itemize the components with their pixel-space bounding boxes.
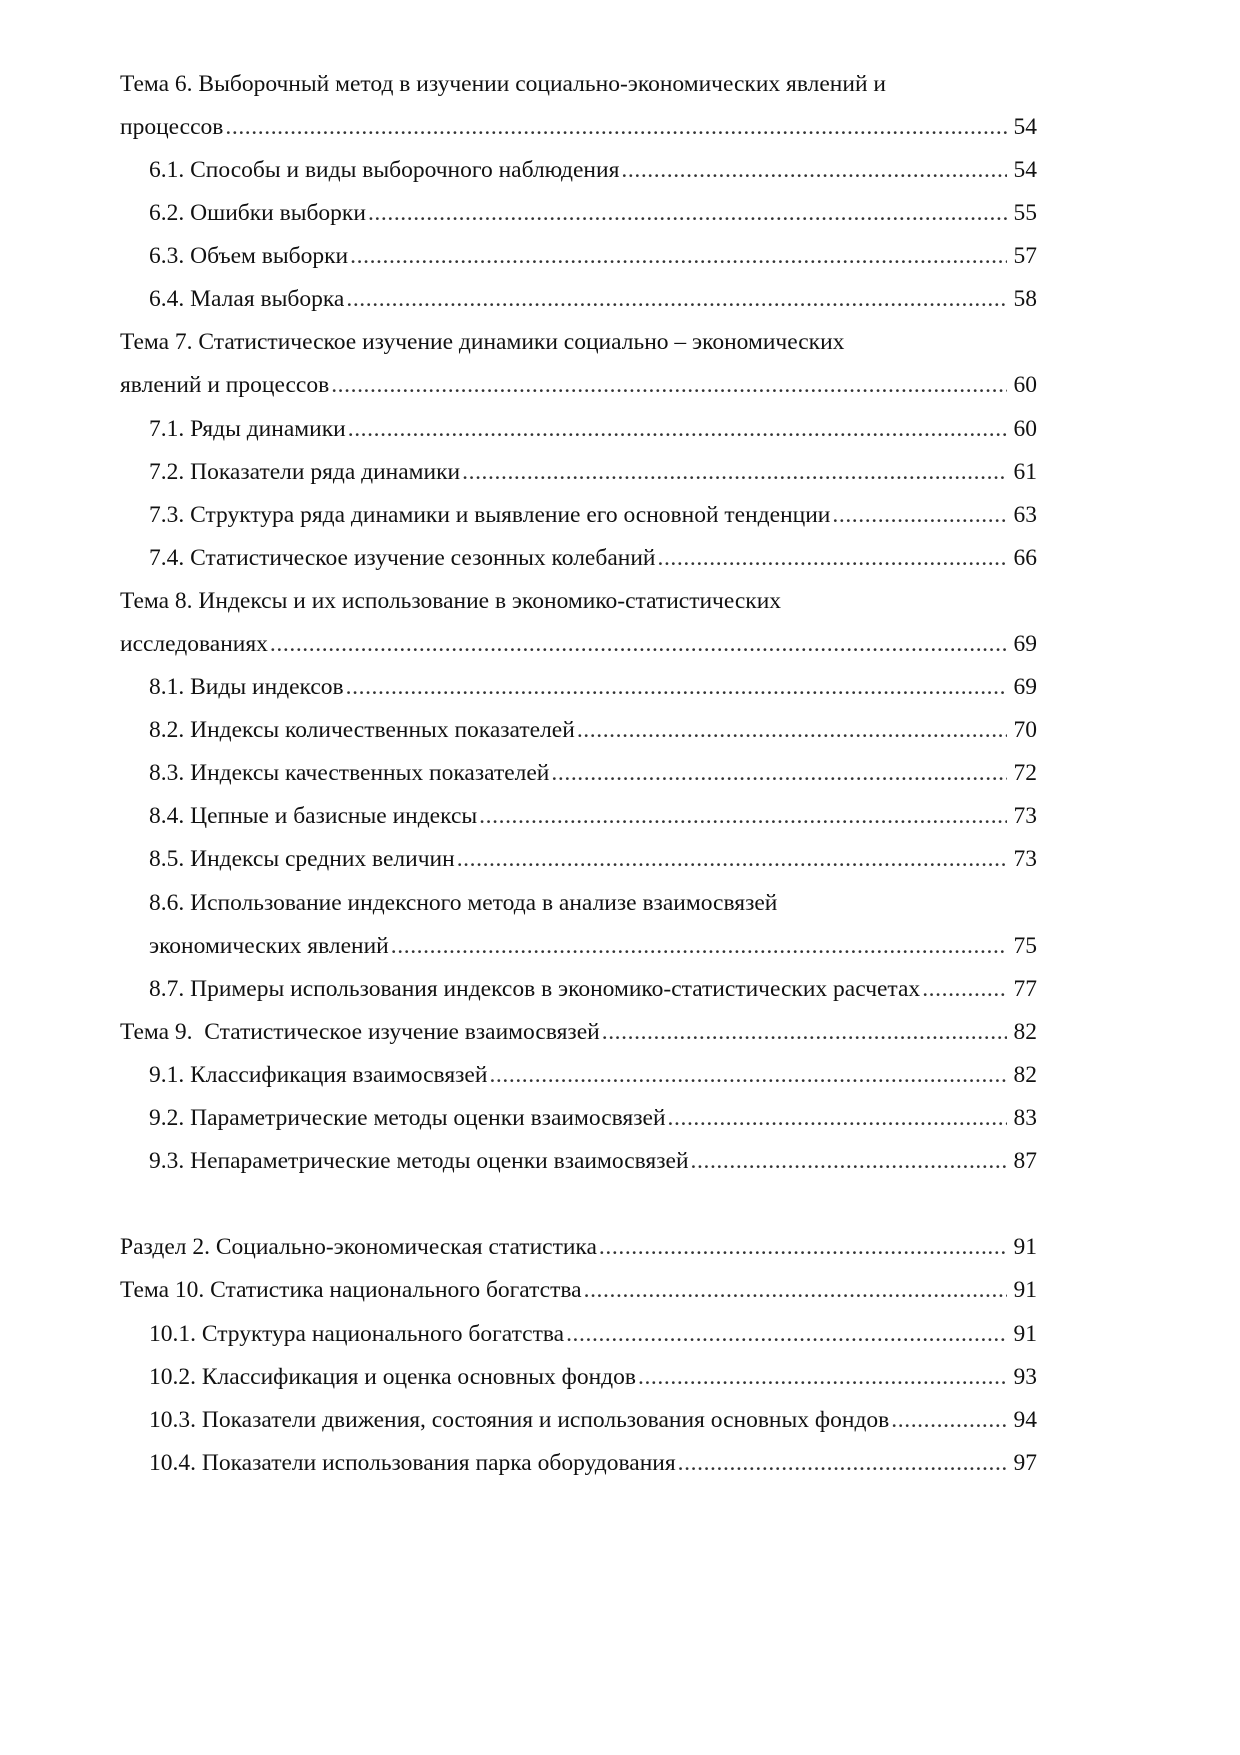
toc-page-number: 87 <box>1013 1148 1037 1175</box>
toc-entry-text: 10.4. Показатели использования парка оборудования <box>149 1449 676 1476</box>
toc-entry-text: 7.3. Структура ряда динамики и выявление его основной тенденции <box>149 501 831 528</box>
toc-page-number: 75 <box>1013 932 1037 959</box>
dot-leader <box>621 159 1007 183</box>
toc-page-number: 54 <box>1013 156 1037 183</box>
dot-leader <box>638 1366 1007 1390</box>
toc-entry-text: 10.1. Структура национального богатства <box>149 1320 565 1347</box>
toc-page-number: 61 <box>1013 458 1037 485</box>
toc-heading-topic-7[interactable] <box>120 322 1037 365</box>
toc-entry-text: 8.7. Примеры использования индексов в экономико-статистических расчетах <box>149 975 921 1002</box>
toc-page-number: 83 <box>1013 1105 1037 1132</box>
toc-entry-8-5[interactable] <box>120 839 1037 882</box>
toc-entry-7-1[interactable] <box>120 408 1037 451</box>
toc-entry-text: 8.1. Виды индексов <box>149 674 344 701</box>
dot-leader <box>270 633 1007 657</box>
toc-heading-8-6[interactable] <box>120 882 1037 925</box>
toc-entry-text: 6.3. Объем выборки <box>149 243 349 270</box>
toc-page-number: 97 <box>1013 1449 1037 1476</box>
toc-heading-text: Тема 7. Статистическое изучение динамики социально – экономических <box>120 329 845 356</box>
toc-entry-text: 9.2. Параметрические методы оценки взаимосвязей <box>149 1105 666 1132</box>
toc-page-number: 72 <box>1013 760 1037 787</box>
toc-entry-text: Раздел 2. Социально-экономическая статистика <box>120 1234 597 1261</box>
toc-entry-8-6[interactable] <box>120 925 1037 968</box>
toc-page-number: 77 <box>1013 975 1037 1002</box>
toc-entry-8-2[interactable] <box>120 709 1037 752</box>
dot-leader <box>368 202 1007 226</box>
toc-entry-7-2[interactable] <box>120 451 1037 494</box>
toc-entry-topic-6[interactable] <box>120 106 1037 149</box>
toc-heading-text: Тема 6. Выборочный метод в изучении социально-экономических явлений и <box>120 70 886 97</box>
toc-entry-8-4[interactable] <box>120 796 1037 839</box>
dot-leader <box>678 1452 1007 1476</box>
toc-page-number: 93 <box>1013 1363 1037 1390</box>
toc-entry-text: 10.3. Показатели движения, состояния и использования основных фондов <box>149 1406 890 1433</box>
toc-entry-10-1[interactable] <box>120 1313 1037 1356</box>
dot-leader <box>346 676 1007 700</box>
toc-entry-6-3[interactable] <box>120 235 1037 278</box>
toc-entry-text: 6.2. Ошибки выборки <box>149 200 366 227</box>
toc-page-number: 69 <box>1013 674 1037 701</box>
dot-leader <box>479 805 1007 829</box>
dot-leader <box>691 1150 1007 1174</box>
toc-entry-text: Тема 10. Статистика национального богатства <box>120 1277 582 1304</box>
toc-entry-text: 7.4. Статистическое изучение сезонных колебаний <box>149 544 656 571</box>
toc-page-number: 57 <box>1013 243 1037 270</box>
toc-entry-text: процессов <box>120 113 224 140</box>
toc-page-number: 73 <box>1013 846 1037 873</box>
dot-leader <box>225 116 1007 140</box>
toc-entry-topic-7[interactable] <box>120 365 1037 408</box>
toc-page-number: 55 <box>1013 200 1037 227</box>
toc-entry-6-4[interactable] <box>120 278 1037 321</box>
dot-leader <box>348 418 1007 442</box>
toc-entry-9-3[interactable] <box>120 1140 1037 1183</box>
toc-entry-10-2[interactable] <box>120 1356 1037 1399</box>
dot-leader <box>668 1107 1007 1131</box>
toc-entry-6-2[interactable] <box>120 192 1037 235</box>
toc-entry-text: исследованиях <box>120 631 268 658</box>
dot-leader <box>391 935 1007 959</box>
toc-heading-text: 8.6. Использование индексного метода в анализе взаимосвязей <box>149 889 778 916</box>
toc-entry-text: 6.1. Способы и виды выборочного наблюдения <box>149 156 620 183</box>
toc-entry-text: Тема 9. Статистическое изучение взаимосвязей <box>120 1018 600 1045</box>
toc-entry-text: 9.3. Непараметрические методы оценки взаимосвязей <box>149 1148 689 1175</box>
toc-entry-8-1[interactable] <box>120 666 1037 709</box>
toc-heading-topic-6[interactable] <box>120 63 1037 106</box>
toc-entry-8-3[interactable] <box>120 753 1037 796</box>
toc-entry-text: 7.2. Показатели ряда динамики <box>149 458 461 485</box>
dot-leader <box>566 1323 1007 1347</box>
toc-entry-7-3[interactable] <box>120 494 1037 537</box>
toc-entry-text: 8.5. Индексы средних величин <box>149 846 455 873</box>
toc-heading-topic-8[interactable] <box>120 580 1037 623</box>
toc-page-number: 54 <box>1013 113 1037 140</box>
toc-entry-10-4[interactable] <box>120 1442 1037 1485</box>
toc-page-number: 69 <box>1013 631 1037 658</box>
toc-entry-7-4[interactable] <box>120 537 1037 580</box>
toc-entry-9-1[interactable] <box>120 1054 1037 1097</box>
toc-entry-9-2[interactable] <box>120 1097 1037 1140</box>
toc-entry-6-1[interactable] <box>120 149 1037 192</box>
dot-leader <box>346 288 1007 312</box>
toc-entry-text: 6.4. Малая выборка <box>149 286 345 313</box>
dot-leader <box>457 848 1007 872</box>
toc-page-number: 70 <box>1013 717 1037 744</box>
dot-leader <box>891 1409 1007 1433</box>
dot-leader <box>462 461 1007 485</box>
toc-page-number: 91 <box>1013 1234 1037 1261</box>
toc-entry-8-7[interactable] <box>120 968 1037 1011</box>
toc-page-number: 82 <box>1013 1018 1037 1045</box>
toc-page-number: 58 <box>1013 286 1037 313</box>
toc-entry-text: экономических явлений <box>149 932 389 959</box>
toc-entry-topic-8[interactable] <box>120 623 1037 666</box>
table-of-contents <box>120 63 1037 1485</box>
dot-leader <box>551 762 1007 786</box>
dot-leader <box>350 245 1007 269</box>
toc-entry-text: 8.3. Индексы качественных показателей <box>149 760 550 787</box>
toc-entry-text: 10.2. Классификация и оценка основных фондов <box>149 1363 636 1390</box>
toc-page-number: 73 <box>1013 803 1037 830</box>
dot-leader <box>657 547 1007 571</box>
dot-leader <box>331 374 1007 398</box>
blank-line <box>120 1183 1037 1226</box>
dot-leader <box>584 1279 1007 1303</box>
toc-page-number: 82 <box>1013 1061 1037 1088</box>
toc-entry-text: 8.2. Индексы количественных показателей <box>149 717 575 744</box>
dot-leader <box>489 1064 1007 1088</box>
dot-leader <box>602 1021 1007 1045</box>
toc-page-number: 60 <box>1013 372 1037 399</box>
toc-page-number: 63 <box>1013 501 1037 528</box>
toc-entry-section-2[interactable] <box>120 1227 1037 1270</box>
toc-page-number: 60 <box>1013 415 1037 442</box>
toc-entry-text: явлений и процессов <box>120 372 330 399</box>
toc-page-number: 91 <box>1013 1277 1037 1304</box>
dot-leader <box>832 504 1007 528</box>
toc-entry-10-3[interactable] <box>120 1399 1037 1442</box>
dot-leader <box>599 1236 1007 1260</box>
toc-heading-text: Тема 8. Индексы и их использование в экономико-статистических <box>120 587 782 614</box>
toc-entry-topic-10[interactable] <box>120 1270 1037 1313</box>
toc-entry-text: 8.4. Цепные и базисные индексы <box>149 803 478 830</box>
toc-page-number: 94 <box>1013 1406 1037 1433</box>
toc-page-number: 91 <box>1013 1320 1037 1347</box>
toc-entry-text: 9.1. Классификация взаимосвязей <box>149 1061 488 1088</box>
toc-page-number: 66 <box>1013 544 1037 571</box>
toc-entry-topic-9[interactable] <box>120 1011 1037 1054</box>
dot-leader <box>922 978 1007 1002</box>
toc-entry-text: 7.1. Ряды динамики <box>149 415 346 442</box>
dot-leader <box>577 719 1007 743</box>
